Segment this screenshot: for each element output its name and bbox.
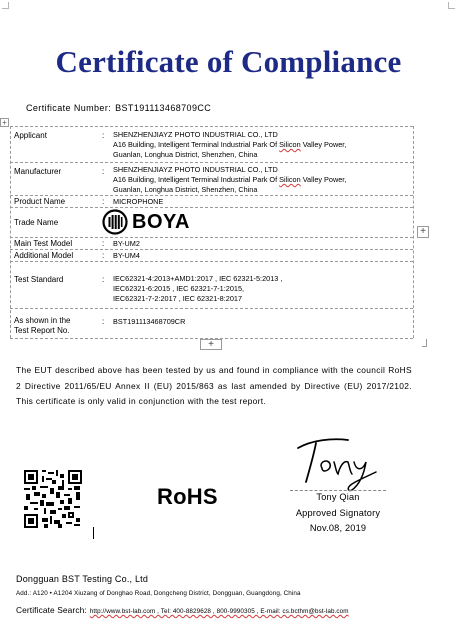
trade-name-value: BOYA [132,210,190,233]
footer-search-label: Certificate Search: [16,605,87,615]
add-column-icon[interactable]: + [417,226,429,238]
manufacturer-name: SHENZHENJIAYZ PHOTO INDUSTRIAL CO., LTD [113,165,278,174]
test-standard-line-3: IEC62321-7-2:2017 , IEC 62321-8:2017 [113,294,243,303]
compliance-statement: The EUT described above has been tested by us and found in compliance with the council RoHS 2 Directive 2011/65/EU Annex II (EU) 2015/863 as last amended by Directive (EU) 2017/2102. This certificate is only valid in conjunction with the test report. [16,365,412,406]
test-standard-value [113,274,282,304]
table-row-trade-name [10,208,413,238]
footer-search [16,605,349,615]
applicant-name: SHENZHENJIAYZ PHOTO INDUSTRIAL CO., LTD [113,130,278,139]
signatory-date: Nov.08, 2019 [309,523,367,533]
additional-model-colon: : [102,251,105,260]
certificate-number [26,103,211,113]
signatory-title: Approved Signatory [295,508,381,518]
table-row-test-standard [10,262,413,309]
table-row-manufacturer [10,163,413,196]
test-standard-line-1: IEC62321-4:2013+AMD1:2017 , IEC 62321-5:2013 , [113,274,283,283]
footer-address: Add.: A120 • A1204 Xiuzang of Donghao Road, Dongcheng District, Dongguan, Guangdong, China [16,590,301,597]
boya-logo-icon [102,209,128,235]
footer-company: Dongguan BST Testing Co., Ltd [16,574,149,584]
table-right-border [413,126,414,338]
table-row-applicant [10,127,413,163]
applicant-address-line-2: Guanlan, Longhua District, Shenzhen, China [113,150,258,159]
trade-name-colon: : [102,217,105,226]
report-label-line-2: Test Report No. [14,326,70,335]
footer-search-value[interactable]: http://www.bst-lab.com , Tel: 400-8829628 , 800-9990305 , E-mail: cs.bcthm@bst-lab.com [89,608,349,615]
applicant-colon: : [102,131,105,140]
product-name-value: MICROPHONE [113,197,164,206]
table-row-test-report [10,309,413,339]
report-label-line-1: As shown in the [14,316,71,325]
signatory-name: Tony Qian [316,492,360,502]
manufacturer-address-line-2: Guanlan, Longhua District, Shenzhen, China [113,185,258,194]
test-standard-label: Test Standard [14,275,64,284]
text-cursor [93,527,94,539]
certificate-number-value: BST191113468709CC [115,103,212,113]
manufacturer-value [113,165,346,195]
applicant-value [113,130,346,160]
manufacturer-label: Manufacturer [14,167,62,176]
certificate-number-label: Certificate Number: [26,103,112,113]
main-test-model-label: Main Test Model [14,239,73,248]
table-move-handle-icon[interactable]: + [0,118,9,127]
page-corner-mark-right [448,2,455,9]
rohs-logo: RoHS [157,484,218,509]
table-row-main-test-model [10,238,413,250]
test-standard-line-2: IEC62321-6:2015 , IEC 62321-7-1:2015, [113,284,245,293]
applicant-label: Applicant [14,131,47,140]
qr-code-icon [24,470,82,528]
table-left-border [10,126,11,338]
table-resize-handle[interactable] [422,339,427,347]
page-corner-mark-left [2,2,9,9]
signature-line [290,490,386,491]
applicant-address-line-1: A16 Building, Intelligent Terminal Industrial Park Of Silicon Valley Power, [113,140,347,149]
certificate-title: Certificate of Compliance [55,44,402,79]
signature-icon [292,434,378,492]
manufacturer-address-line-1: A16 Building, Intelligent Terminal Industrial Park Of Silicon Valley Power, [113,175,347,184]
table-row-additional-model [10,250,413,262]
main-test-model-value: BY-UM2 [113,239,140,248]
trade-name-label: Trade Name [14,218,59,227]
additional-model-label: Additional Model [14,251,74,260]
additional-model-value: BY-UM4 [113,251,140,260]
manufacturer-colon: : [102,167,105,176]
boya-logo [102,209,190,235]
report-value: BST191113468709CR [113,317,186,326]
main-test-model-colon: : [102,239,105,248]
report-colon: : [102,317,105,326]
table-row-product-name [10,196,413,208]
add-row-icon[interactable]: + [200,339,222,350]
product-name-colon: : [102,197,105,206]
product-name-label: Product Name [14,197,66,206]
test-standard-colon: : [102,275,105,284]
